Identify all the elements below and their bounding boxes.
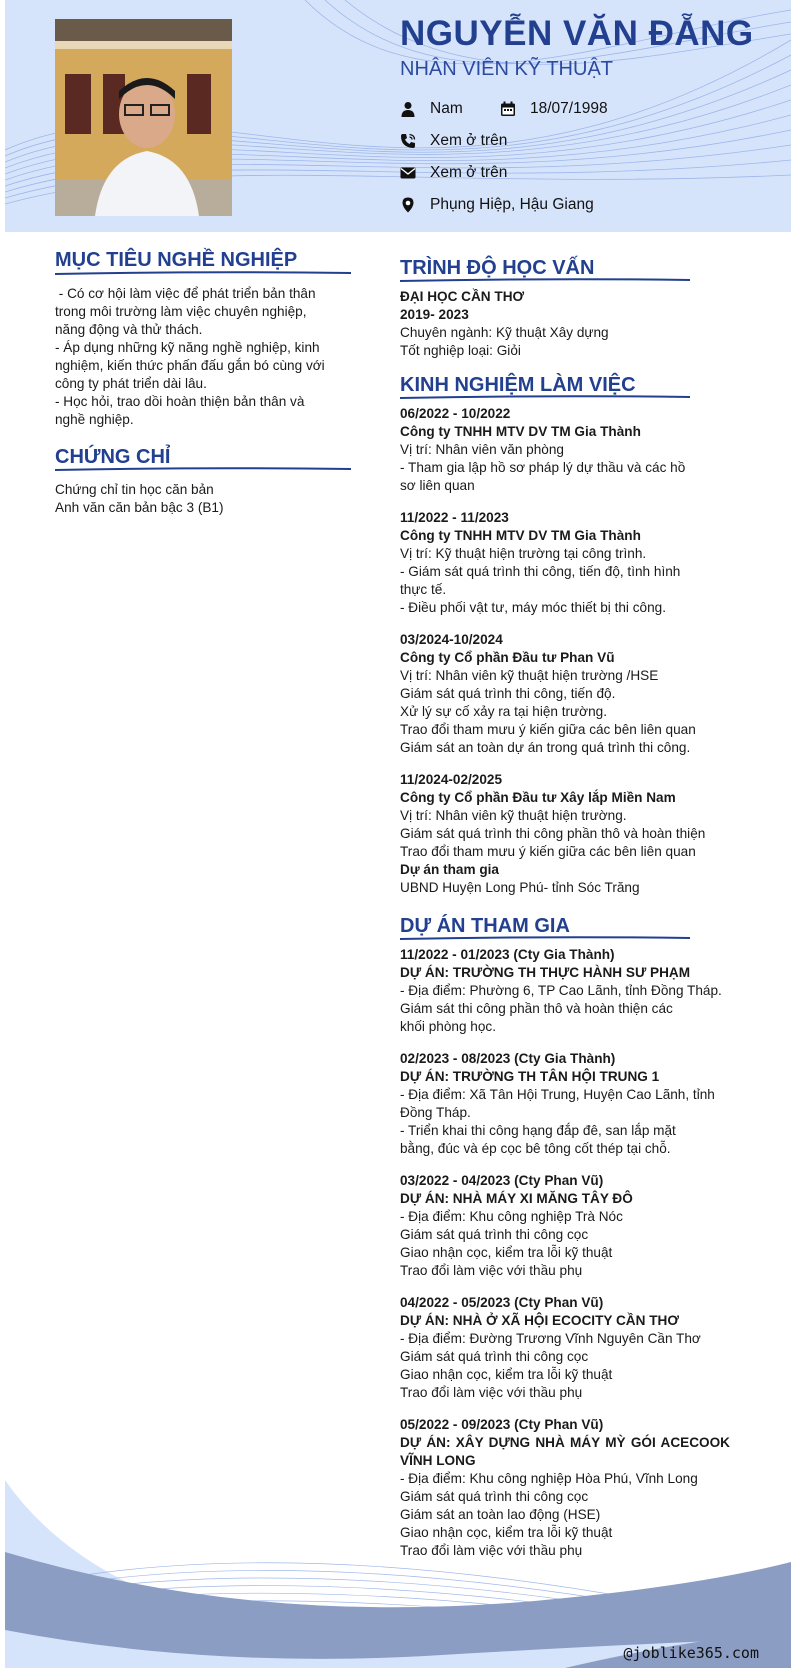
job-line: Xử lý sự cố xảy ra tại hiện trường. — [400, 704, 607, 719]
project-line: - Địa điểm: Đường Trương Vĩnh Nguyên Cần Thơ — [400, 1331, 701, 1346]
job-line: Trao đổi tham mưu ý kiến giữa các bên liên quan — [400, 844, 696, 859]
objective-line: nghiệm, kiến thức phấn đấu gắn bó cùng với — [55, 358, 325, 373]
project-line: Giao nhận cọc, kiểm tra lỗi kỹ thuật — [400, 1245, 613, 1260]
project-line: - Triển khai thi công hạng đắp đê, san lắp mặt — [400, 1123, 676, 1138]
job-line: UBND Huyện Long Phú- tỉnh Sóc Trăng — [400, 880, 640, 895]
objective-underline — [55, 271, 351, 277]
education-major: Chuyên ngành: Kỹ thuật Xây dựng — [400, 325, 609, 340]
objective-line: nghề nghiệp. — [55, 412, 134, 427]
project-line: bằng, đúc và ép cọc bê tông cốt thép tại chỗ. — [400, 1141, 671, 1156]
project-name: DỰ ÁN: NHÀ MÁY XI MĂNG TÂY ĐÔ — [400, 1191, 633, 1206]
footer-wave-decoration — [5, 1480, 791, 1668]
school-name: ĐẠI HỌC CẦN THƠ — [400, 289, 525, 304]
phone-value: Xem ở trên — [430, 132, 508, 149]
job-period: 11/2024-02/2025 — [400, 772, 503, 787]
education-grade: Tốt nghiệp loại: Giỏi — [400, 343, 521, 358]
phone-icon — [400, 133, 416, 149]
gender-value: Nam — [430, 100, 463, 117]
job-line: thực tế. — [400, 582, 447, 597]
experience-underline — [400, 395, 690, 401]
job-company: Công ty Cổ phần Đầu tư Phan Vũ — [400, 650, 615, 665]
job-line: Vị trí: Nhân viên kỹ thuật hiện trường. — [400, 808, 627, 823]
profile-photo — [55, 19, 232, 216]
job-company: Công ty TNHH MTV DV TM Gia Thành — [400, 424, 641, 439]
job-line: sơ liên quan — [400, 478, 475, 493]
project-line: Đồng Tháp. — [400, 1105, 471, 1120]
job-line: Vị trí: Nhân viên văn phòng — [400, 442, 564, 457]
project-line: Giám sát quá trình thi công cọc — [400, 1349, 589, 1364]
location-icon — [400, 197, 416, 213]
objective-line: - Có cơ hội làm việc để phát triển bản thân — [55, 286, 316, 301]
objective-title: MỤC TIÊU NGHỀ NGHIỆP — [55, 249, 298, 271]
project-line: Giao nhận cọc, kiểm tra lỗi kỹ thuật — [400, 1525, 613, 1540]
job-line: - Điều phối vật tư, máy móc thiết bị thi công. — [400, 600, 666, 615]
objective-line: - Áp dụng những kỹ năng nghề nghiệp, kinh — [55, 340, 320, 355]
project-period: 05/2022 - 09/2023 (Cty Phan Vũ) — [400, 1417, 604, 1432]
certificate-item: Chứng chỉ tin học căn bản — [55, 482, 214, 497]
project-line: - Địa điểm: Khu công nghiệp Hòa Phú, Vĩnh Long — [400, 1471, 698, 1486]
project-line: khối phòng học. — [400, 1019, 496, 1034]
project-line: Giám sát quá trình thi công cọc — [400, 1227, 589, 1242]
job-company: Công ty TNHH MTV DV TM Gia Thành — [400, 528, 641, 543]
job-company: Công ty Cổ phần Đầu tư Xây lắp Miền Nam — [400, 790, 676, 805]
email-row — [400, 164, 507, 182]
project-period: 04/2022 - 05/2023 (Cty Phan Vũ) — [400, 1295, 604, 1310]
project-name: DỰ ÁN: NHÀ Ở XÃ HỘI ECOCITY CẦN THƠ — [400, 1313, 679, 1328]
user-icon — [400, 101, 416, 117]
job-period: 06/2022 - 10/2022 — [400, 406, 511, 421]
project-period: 11/2022 - 01/2023 (Cty Gia Thành) — [400, 947, 615, 962]
certificate-item: Anh văn căn bản bậc 3 (B1) — [55, 500, 224, 515]
project-name: DỰ ÁN: XÂY DỰNG NHÀ MÁY MỲ GÓI ACECOOK VĨNH LONG — [400, 1435, 730, 1468]
job-title: NHÂN VIÊN KỸ THUẬT — [400, 58, 613, 80]
email-icon — [400, 165, 416, 181]
education-title: TRÌNH ĐỘ HỌC VẤN — [400, 257, 595, 279]
projects-title: DỰ ÁN THAM GIA — [400, 915, 570, 937]
project-line: Trao đổi làm việc với thầu phụ — [400, 1263, 583, 1278]
resume-page — [5, 0, 791, 1668]
project-line: - Địa điểm: Khu công nghiệp Trà Nóc — [400, 1209, 623, 1224]
project-name: DỰ ÁN: TRƯỜNG TH TÂN HỘI TRUNG 1 — [400, 1069, 660, 1084]
project-line: Giao nhận cọc, kiểm tra lỗi kỹ thuật — [400, 1367, 613, 1382]
project-line: - Địa điểm: Phường 6, TP Cao Lãnh, tỉnh Đồng Tháp. — [400, 983, 722, 998]
job-subtitle: Dự án tham gia — [400, 862, 499, 877]
job-line: Vị trí: Nhân viên kỹ thuật hiện trường /HSE — [400, 668, 659, 683]
project-line: Trao đổi làm việc với thầu phụ — [400, 1385, 583, 1400]
certificates-title: CHỨNG CHỈ — [55, 446, 171, 468]
address-row — [400, 196, 594, 214]
education-block — [400, 288, 730, 360]
education-underline — [400, 278, 690, 284]
birthdate-value: 18/07/1998 — [530, 100, 608, 117]
candidate-name: NGUYỄN VĂN ĐẴNG — [400, 14, 754, 53]
job-line: Vị trí: Kỹ thuật hiện trường tại công trình. — [400, 546, 647, 561]
objective-line: năng động và thử thách. — [55, 322, 203, 337]
birthdate-row — [500, 100, 608, 118]
job-period: 11/2022 - 11/2023 — [400, 510, 509, 525]
watermark-text: @joblike365.com — [623, 1644, 759, 1662]
job-line: - Giám sát quá trình thi công, tiến độ, tình hình — [400, 564, 681, 579]
objective-text — [55, 285, 355, 429]
job-line: Giám sát quá trình thi công, tiến độ. — [400, 686, 616, 701]
job-line: Trao đổi tham mưu ý kiến giữa các bên liên quan — [400, 722, 696, 737]
job-period: 03/2024-10/2024 — [400, 632, 503, 647]
education-years: 2019- 2023 — [400, 307, 469, 322]
project-period: 02/2023 - 08/2023 (Cty Gia Thành) — [400, 1051, 616, 1066]
project-line: Giám sát quá trình thi công cọc — [400, 1489, 589, 1504]
job-line: Giám sát quá trình thi công phần thô và hoàn thiện — [400, 826, 706, 841]
gender-row — [400, 100, 463, 118]
experience-block — [400, 405, 730, 897]
phone-row — [400, 132, 507, 150]
objective-line: trong môi trường làm việc chuyên nghiệp, — [55, 304, 307, 319]
project-line: Trao đổi làm việc với thầu phụ — [400, 1543, 583, 1558]
address-value: Phụng Hiệp, Hậu Giang — [430, 196, 594, 213]
certificates-underline — [55, 467, 351, 473]
project-name: DỰ ÁN: TRƯỜNG TH THỰC HÀNH SƯ PHẠM — [400, 965, 691, 980]
project-line: - Địa điểm: Xã Tân Hội Trung, Huyện Cao Lãnh, tỉnh — [400, 1087, 715, 1102]
email-value: Xem ở trên — [430, 164, 508, 181]
job-line: Giám sát an toàn dự án trong quá trình thi công. — [400, 740, 691, 755]
objective-line: công ty phát triển dài lâu. — [55, 376, 207, 391]
project-line: Giám sát an toàn lao động (HSE) — [400, 1507, 601, 1522]
project-line: Giám sát thi công phần thô và hoàn thiện các — [400, 1001, 673, 1016]
objective-line: - Học hỏi, trao dồi hoàn thiện bản thân và — [55, 394, 305, 409]
projects-block — [400, 946, 730, 1560]
experience-title: KINH NGHIỆM LÀM VIỆC — [400, 374, 636, 396]
calendar-icon — [500, 101, 516, 117]
projects-underline — [400, 936, 690, 942]
certificates-text — [55, 481, 355, 517]
job-line: - Tham gia lập hồ sơ pháp lý dự thầu và các hồ — [400, 460, 686, 475]
project-period: 03/2022 - 04/2023 (Cty Phan Vũ) — [400, 1173, 604, 1188]
